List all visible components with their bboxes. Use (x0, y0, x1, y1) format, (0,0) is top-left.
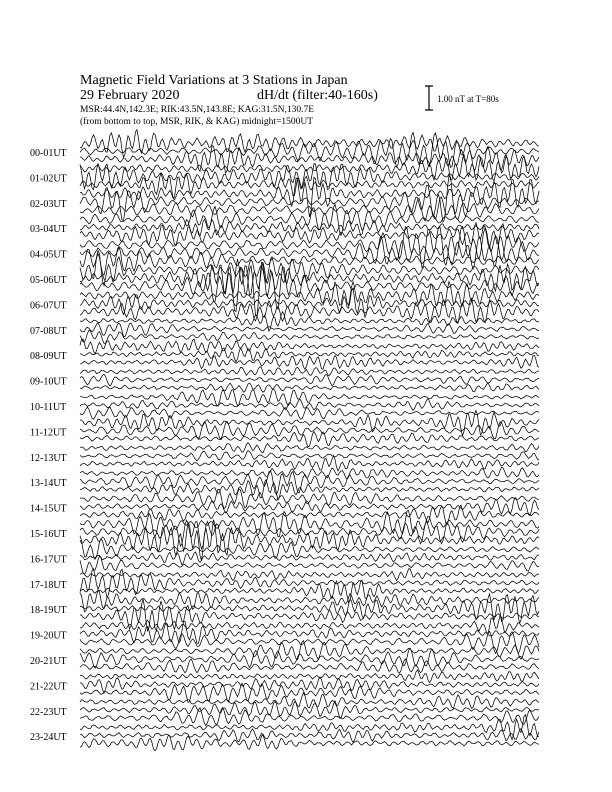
scale-bar (425, 86, 433, 110)
trace-msr (80, 456, 539, 471)
trace-msr (80, 173, 539, 198)
hour-label: 06-07UT (30, 300, 67, 312)
trace-rik (80, 569, 539, 598)
trace-kag (80, 467, 539, 479)
hour-label: 03-04UT (30, 224, 67, 236)
hour-label: 13-14UT (30, 478, 67, 490)
hour-label: 05-06UT (30, 275, 67, 286)
trace-rik (80, 621, 539, 643)
hour-label: 16-17UT (30, 554, 67, 566)
trace-kag (80, 670, 539, 683)
hour-label: 07-08UT (30, 325, 67, 337)
trace-rik (80, 399, 539, 411)
hour-label: 09-10UT (30, 376, 67, 388)
trace-kag (80, 155, 539, 181)
hour-label: 01-02UT (30, 173, 67, 185)
chart-quantity: dH/dt (filter:40-160s) (257, 88, 378, 103)
trace-kag (80, 569, 539, 581)
trace-msr (80, 735, 539, 751)
trace-rik (80, 677, 539, 693)
chart-title: Magnetic Field Variations at 3 Stations in Japan (80, 73, 348, 88)
hour-label: 18-19UT (30, 605, 67, 617)
trace-rik (80, 259, 539, 295)
trace-msr (80, 556, 539, 574)
trace-rik (80, 552, 539, 565)
trace-rik (80, 648, 539, 668)
trace-rik (80, 701, 539, 718)
hour-label: 11-12UT (30, 427, 67, 439)
hour-label: 19-20UT (30, 630, 67, 642)
hour-label: 12-13UT (30, 452, 67, 464)
hour-label: 17-18UT (30, 579, 67, 591)
hour-label: 04-05UT (30, 249, 67, 261)
hour-label: 21-22UT (30, 681, 67, 693)
hour-label: 15-16UT (30, 529, 67, 540)
station-coordinates: MSR:44.4N,142.3E; RIK:43.5N,143.8E; KAG:31.5N,130.7E (80, 105, 315, 115)
trace-msr (80, 223, 539, 248)
hour-label: 14-15UT (30, 503, 67, 515)
trace-rik (80, 451, 539, 461)
trace-msr (80, 355, 539, 369)
trace-rik (80, 348, 539, 362)
trace-rik (80, 421, 539, 439)
trace-rik (80, 374, 539, 386)
trace-kag (80, 410, 539, 435)
chart-date: 29 February 2020 (80, 88, 180, 103)
trace-msr (80, 330, 539, 343)
hour-label: 22-23UT (30, 706, 67, 718)
trace-kag (80, 339, 539, 354)
trace-kag (80, 443, 539, 453)
scale-bar-label: 1.00 nT at T=80s (437, 94, 499, 104)
hour-label: 20-21UT (30, 656, 67, 667)
hour-label: 10-11UT (30, 402, 67, 413)
station-order-note: (from bottom to top, MSR, RIK, & KAG) midnight=1500UT (80, 117, 314, 127)
hour-label: 23-24UT (30, 732, 67, 744)
hour-label: 00-01UT (30, 148, 67, 159)
hour-label: 08-09UT (30, 351, 67, 363)
trace-kag (80, 641, 539, 660)
trace-kag (80, 367, 539, 376)
trace-rik (80, 594, 539, 623)
trace-msr (80, 407, 539, 419)
trace-msr (80, 383, 539, 392)
trace-msr (80, 599, 539, 631)
trace-kag (80, 536, 539, 560)
hour-label: 02-03UT (30, 198, 67, 210)
